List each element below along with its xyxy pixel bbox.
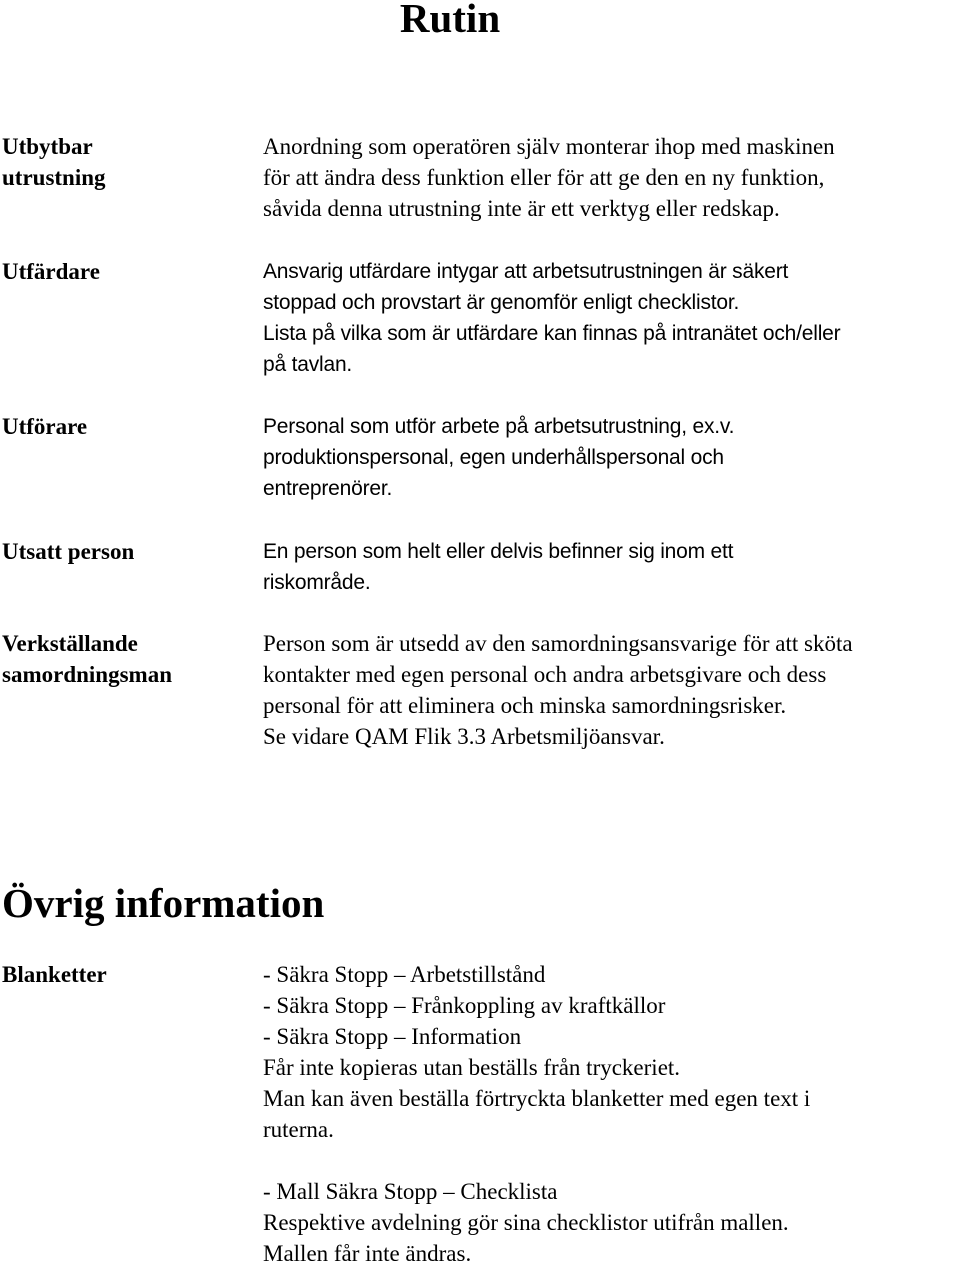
definition-line: Person som är utsedd av den samordningsansvarige för att sköta [263,631,853,656]
definition-line: Lista på vilka som är utfärdare kan finnas på intranätet och/eller [263,322,841,345]
info-line: ruterna. [263,1117,334,1142]
definition-line: Personal som utför arbete på arbetsutrustning, ex.v. [263,415,735,438]
info-line: - Säkra Stopp – Frånkoppling av kraftkällor [263,993,666,1018]
spacer [263,1145,960,1176]
definition-line: kontakter med egen personal och andra arbetsgivare och dess [263,662,827,687]
term-line: utrustning [2,165,106,190]
definition-line: på tavlan. [263,353,353,376]
section-title: Övrig information [2,880,325,926]
info-line: - Säkra Stopp – Arbetstillstånd [263,962,546,987]
definition-utbytbar-utrustning [263,131,960,224]
term-verkstallande-samordningsman [2,628,242,690]
blanketter-info [263,959,960,1269]
info-line: Respektive avdelning gör sina checklistor utifrån mallen. [263,1210,789,1235]
definition-line: entreprenörer. [263,477,393,500]
definition-line: Anordning som operatören själv monterar ihop med maskinen [263,134,835,159]
page-title: Rutin [399,0,501,41]
info-line: - Mall Säkra Stopp – Checklista [263,1179,558,1204]
term-utbytbar-utrustning [2,131,242,193]
definition-line: Ansvarig utfärdare intygar att arbetsutrustningen är säkert [263,260,789,283]
term-line: Utbytbar [2,134,93,159]
definition-line: Se vidare QAM Flik 3.3 Arbetsmiljöansvar. [263,724,665,749]
term-line: Blanketter [2,962,107,987]
definition-verkstallande-samordningsman [263,628,960,752]
term-line: Verkställande [2,631,138,656]
definition-utforare [263,411,960,504]
term-utfardare [2,256,242,287]
term-line: Utsatt person [2,539,135,564]
term-line: Utfärdare [2,259,100,284]
definition-line: produktionspersonal, egen underhållspersonal och [263,446,724,469]
term-utsatt-person [2,536,242,567]
definition-line: för att ändra dess funktion eller för att ge den en ny funktion, [263,165,825,190]
info-line: Får inte kopieras utan beställs från tryckeriet. [263,1055,681,1080]
definition-line: personal för att eliminera och minska samordningsrisker. [263,693,787,718]
definition-line: En person som helt eller delvis befinner sig inom ett [263,540,734,563]
info-line: Man kan även beställa förtryckta blanketter med egen text i [263,1086,811,1111]
definition-line: stoppad och provstart är genomför enligt checklistor. [263,291,740,314]
info-line: Mallen får inte ändras. [263,1241,472,1266]
definition-utfardare [263,256,960,380]
term-blanketter [2,959,242,990]
term-utforare [2,411,242,442]
definition-utsatt-person [263,536,960,598]
definition-line: riskområde. [263,571,371,594]
term-line: samordningsman [2,662,172,687]
info-line: - Säkra Stopp – Information [263,1024,522,1049]
definition-line: såvida denna utrustning inte är ett verktyg eller redskap. [263,196,780,221]
term-line: Utförare [2,414,88,439]
